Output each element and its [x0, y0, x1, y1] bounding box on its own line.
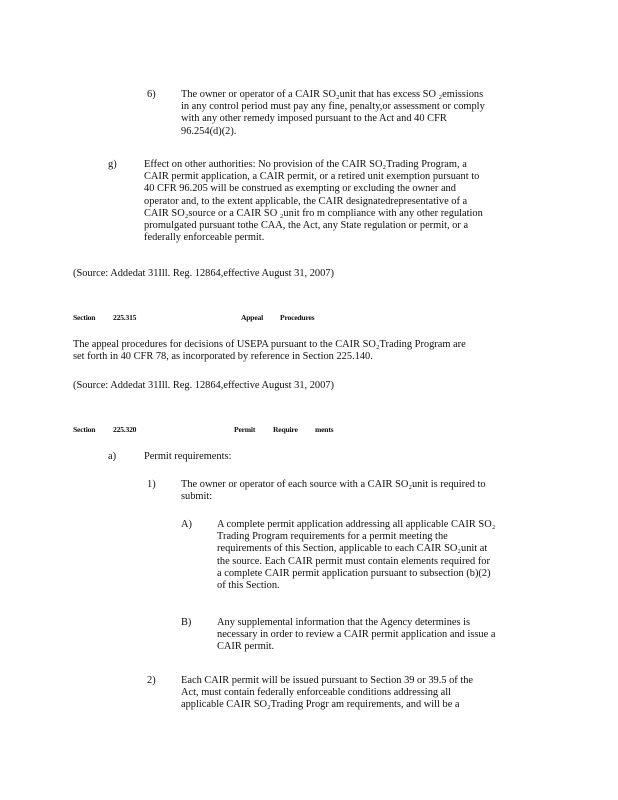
section-title: Permit: [234, 425, 256, 434]
text-line: applicable CAIR SO₂Trading Progr am requirements, and will be a: [181, 699, 460, 711]
text-line: of this Section.: [217, 580, 280, 592]
text-line: Each CAIR permit will be issued pursuant to Section 39 or 39.5 of the: [181, 675, 474, 686]
paragraph-a: Permit requirements:: [144, 451, 232, 462]
item-number: a): [108, 451, 117, 462]
text-line: The appeal procedures for decisions of USEPA pursuant to the CAIR SO₂Trading Program are: [73, 339, 466, 350]
text-line: 96.254(d)(2).: [181, 125, 237, 137]
section-number: 225.320: [113, 425, 137, 434]
text-line: set forth in 40 CFR 78, as incorporated by reference in Section 225.140.: [73, 351, 373, 363]
text-line: The owner or operator of a CAIR SO₂unit that has excess SO ₂emissions: [181, 89, 484, 100]
text-line: the source. Each CAIR permit must contain elements required for: [217, 555, 490, 567]
text-line: promulgated pursuant tothe CAA, the Act, any State regulation or permit, or a: [144, 220, 469, 232]
text-line: operator and, to the extent applicable, the CAIR designatedrepresentative of a: [144, 195, 468, 207]
text-line: CAIR SO₂source or a CAIR SO ₂unit fro m compliance with any other regulation: [144, 207, 483, 219]
paragraph-315: [73, 339, 543, 363]
section-label: Section: [73, 313, 96, 322]
text-line: A complete permit application addressing all applicable CAIR SO₂: [217, 519, 496, 530]
paragraph-A: [217, 519, 557, 592]
paragraph-2: [181, 675, 561, 712]
item-number: B): [181, 617, 192, 628]
section-number: 225.315: [113, 313, 137, 322]
item-number: 1): [147, 479, 156, 490]
section-title: Require: [273, 425, 298, 434]
paragraph-1: [181, 479, 561, 503]
paragraph-g: [144, 159, 564, 244]
paragraph-6: [181, 89, 561, 138]
text-line: Trading Program requirements for a permit meeting the: [217, 531, 448, 543]
text-line: CAIR permit.: [217, 641, 275, 653]
text-line: in any control period must pay any fine, penalty,or assessment or comply: [181, 101, 485, 113]
item-number: 2): [147, 675, 156, 686]
source-note: (Source: Addedat 31Ill. Reg. 12864,effective August 31, 2007): [73, 268, 334, 279]
text-line: 40 CFR 96.205 will be construed as exempting or excluding the owner and: [144, 183, 456, 195]
section-title: Appeal: [241, 313, 264, 322]
text-line: Act, must contain federally enforceable conditions addressing all: [181, 687, 452, 699]
source-note: (Source: Addedat 31Ill. Reg. 12864,effective August 31, 2007): [73, 380, 334, 391]
text-line: necessary in order to review a CAIR permit application and issue a: [217, 629, 496, 641]
text-line: CAIR permit application, a CAIR permit, or a retired unit exemption pursuant to: [144, 171, 480, 183]
section-title: ments: [315, 425, 334, 434]
section-label: Section: [73, 425, 96, 434]
text-line: federally enforceable permit.: [144, 232, 265, 244]
text-line: submit:: [181, 491, 213, 503]
section-title: Procedures: [280, 313, 315, 322]
item-number: 6): [147, 89, 156, 100]
item-number: g): [108, 159, 117, 170]
text-line: with any other remedy imposed pursuant to the Act and 40 CFR: [181, 113, 447, 125]
text-line: requirements of this Section, applicable to each CAIR SO₂unit at: [217, 543, 488, 555]
text-line: Any supplemental information that the Agency determines is: [217, 617, 471, 628]
text-line: The owner or operator of each source with a CAIR SO₂unit is required to: [181, 479, 486, 490]
text-line: Effect on other authorities: No provision of the CAIR SO₂Trading Program, a: [144, 159, 467, 170]
item-number: A): [181, 519, 192, 530]
text-line: a complete CAIR permit application pursuant to subsection (b)(2): [217, 567, 491, 579]
paragraph-B: [217, 617, 557, 654]
